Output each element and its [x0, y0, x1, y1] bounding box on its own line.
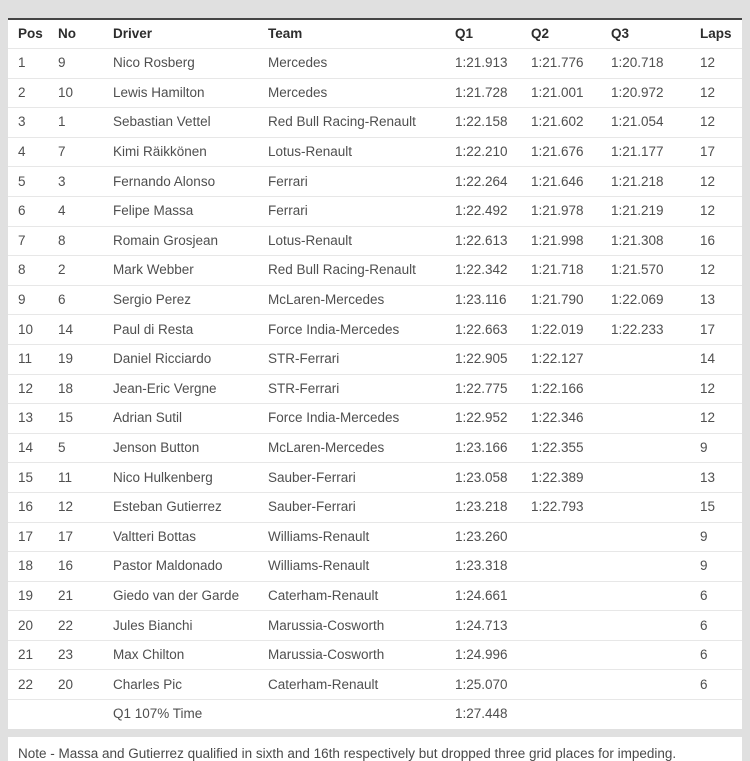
cell-driver: Fernando Alonso — [113, 173, 216, 189]
cell-laps: 12 — [700, 203, 716, 219]
table-row — [8, 49, 742, 79]
cell-laps: 12 — [700, 380, 716, 396]
cell-q2: 1:22.793 — [531, 499, 584, 515]
cell-q1: 1:22.264 — [455, 173, 508, 189]
cell-laps: 6 — [700, 676, 708, 692]
cell-q1: 1:22.613 — [455, 232, 508, 248]
column-header-q1: Q1 — [455, 26, 474, 41]
table-row — [8, 256, 742, 286]
cell-q2: 1:21.602 — [531, 114, 584, 130]
cell-q1: 1:24.661 — [455, 587, 508, 603]
cell-no: 7 — [58, 144, 66, 160]
cell-q3: 1:22.233 — [611, 321, 664, 337]
cell-q1: 1:22.905 — [455, 351, 508, 367]
column-header-driver: Driver — [113, 26, 153, 41]
cell-q3: 1:21.219 — [611, 203, 664, 219]
table-row — [8, 315, 742, 345]
cell-q2: 1:22.355 — [531, 440, 584, 456]
cell-laps: 12 — [700, 84, 716, 100]
cell-q3 — [601, 344, 690, 374]
footer-cell-team — [258, 700, 445, 729]
cell-q2: 1:22.019 — [531, 321, 584, 337]
cell-q3 — [601, 581, 690, 611]
cell-driver: Jules Bianchi — [113, 617, 193, 633]
cell-q3 — [601, 404, 690, 434]
footer-cell-q2 — [521, 700, 601, 729]
cell-laps: 12 — [700, 410, 716, 426]
cell-driver: Nico Hulkenberg — [113, 469, 213, 485]
cell-driver: Jenson Button — [113, 440, 200, 456]
cell-driver: Lewis Hamilton — [113, 84, 205, 100]
note-box — [8, 737, 742, 761]
cell-q2: 1:21.676 — [531, 144, 584, 160]
cell-team: Red Bull Racing-Renault — [268, 114, 416, 130]
cell-team: Sauber-Ferrari — [268, 469, 356, 485]
cell-laps: 16 — [700, 232, 716, 248]
cell-q3: 1:20.718 — [611, 55, 664, 71]
cell-team: Mercedes — [268, 55, 328, 71]
cell-driver: Valtteri Bottas — [113, 528, 197, 544]
cell-no: 8 — [58, 232, 66, 248]
cell-q1: 1:23.260 — [455, 528, 508, 544]
cell-laps: 12 — [700, 114, 716, 130]
cell-pos: 20 — [18, 617, 34, 633]
cell-laps: 12 — [700, 173, 716, 189]
note-text: Note - Massa and Gutierrez qualified in sixth and 16th respectively but dropped three grid places for impeding. — [18, 745, 677, 761]
table-row — [8, 344, 742, 374]
cell-q2: 1:21.001 — [531, 84, 584, 100]
cell-laps: 17 — [700, 321, 716, 337]
cell-driver: Max Chilton — [113, 647, 185, 663]
cell-q3 — [601, 670, 690, 700]
cell-team: Williams-Renault — [268, 528, 370, 544]
cell-q1: 1:23.218 — [455, 499, 508, 515]
cell-pos: 22 — [18, 676, 34, 692]
cell-no: 14 — [58, 321, 74, 337]
table-footer-row — [8, 700, 742, 729]
cell-no: 11 — [58, 469, 73, 485]
cell-q3 — [601, 374, 690, 404]
cell-pos: 5 — [18, 173, 26, 189]
cell-q3: 1:21.308 — [611, 232, 664, 248]
table-row — [8, 374, 742, 404]
cell-q1: 1:21.728 — [455, 84, 508, 100]
cell-no: 21 — [58, 587, 74, 603]
column-header-team: Team — [268, 26, 303, 41]
cell-pos: 18 — [18, 558, 34, 574]
cell-q2: 1:21.790 — [531, 292, 584, 308]
cell-q2: 1:22.166 — [531, 380, 584, 396]
cell-no: 9 — [58, 55, 66, 71]
cell-driver: Sebastian Vettel — [113, 114, 211, 130]
cell-driver: Nico Rosberg — [113, 55, 195, 71]
qualifying-results-table — [8, 18, 742, 729]
cell-laps: 9 — [700, 558, 708, 574]
cell-pos: 6 — [18, 203, 26, 219]
cell-no: 19 — [58, 351, 74, 367]
cell-team: Caterham-Renault — [268, 587, 379, 603]
cell-q1: 1:24.713 — [455, 617, 508, 633]
column-header-q2: Q2 — [531, 26, 550, 41]
cell-q1: 1:22.663 — [455, 321, 508, 337]
cell-q1: 1:23.058 — [455, 469, 508, 485]
cell-no: 12 — [58, 499, 74, 515]
cell-laps: 13 — [700, 292, 716, 308]
cell-q3: 1:21.054 — [611, 114, 664, 130]
cell-team: Force India-Mercedes — [268, 410, 400, 426]
cell-driver: Giedo van der Garde — [113, 587, 240, 603]
table-row — [8, 581, 742, 611]
cell-driver: Daniel Ricciardo — [113, 351, 212, 367]
cell-q2: 1:21.998 — [531, 232, 584, 248]
cell-team: McLaren-Mercedes — [268, 292, 385, 308]
cell-q1: 1:23.166 — [455, 440, 508, 456]
table-row — [8, 552, 742, 582]
cell-no: 5 — [58, 440, 66, 456]
cell-driver: Mark Webber — [113, 262, 194, 278]
column-header-q3: Q3 — [611, 26, 630, 41]
cell-pos: 11 — [18, 351, 33, 367]
cell-pos: 14 — [18, 440, 34, 456]
column-header-laps: Laps — [700, 26, 732, 41]
table-row — [8, 611, 742, 641]
cell-q3: 1:21.218 — [611, 173, 664, 189]
cell-q3: 1:20.972 — [611, 84, 664, 100]
cell-no: 18 — [58, 380, 74, 396]
cell-no: 17 — [58, 528, 74, 544]
cell-q3 — [601, 463, 690, 493]
cell-laps: 13 — [700, 469, 716, 485]
cell-team: Ferrari — [268, 203, 308, 219]
cell-laps: 6 — [700, 587, 708, 603]
cell-q2: 1:21.718 — [531, 262, 584, 278]
cell-team: Mercedes — [268, 84, 328, 100]
cell-q2 — [521, 552, 601, 582]
cell-no: 2 — [58, 262, 66, 278]
cell-pos: 21 — [18, 647, 34, 663]
cell-q1: 1:22.492 — [455, 203, 508, 219]
cell-team: McLaren-Mercedes — [268, 440, 385, 456]
cell-no: 23 — [58, 647, 74, 663]
table-row — [8, 137, 742, 167]
table-row — [8, 404, 742, 434]
cell-driver: Felipe Massa — [113, 203, 194, 219]
table-row — [8, 78, 742, 108]
cell-no: 16 — [58, 558, 74, 574]
cell-laps: 14 — [700, 351, 716, 367]
cell-pos: 10 — [18, 321, 34, 337]
cell-pos: 1 — [18, 55, 26, 71]
cell-q1: 1:22.342 — [455, 262, 508, 278]
cell-q1: 1:22.210 — [455, 144, 508, 160]
cell-no: 3 — [58, 173, 66, 189]
cell-q2 — [521, 640, 601, 670]
cell-team: Caterham-Renault — [268, 676, 379, 692]
cell-driver: Paul di Resta — [113, 321, 194, 337]
footer-cell-q1: 1:27.448 — [455, 706, 508, 722]
cell-laps: 9 — [700, 440, 708, 456]
cell-team: Lotus-Renault — [268, 144, 353, 160]
cell-team: Sauber-Ferrari — [268, 499, 356, 515]
table-row — [8, 433, 742, 463]
cell-driver: Adrian Sutil — [113, 410, 183, 426]
cell-pos: 17 — [18, 528, 34, 544]
cell-laps: 12 — [700, 262, 716, 278]
cell-team: Lotus-Renault — [268, 232, 353, 248]
cell-q1: 1:24.996 — [455, 647, 508, 663]
table-row — [8, 226, 742, 256]
cell-q3 — [601, 611, 690, 641]
cell-team: Williams-Renault — [268, 558, 370, 574]
footer-cell-pos — [8, 700, 48, 729]
cell-team: Red Bull Racing-Renault — [268, 262, 416, 278]
cell-q2: 1:21.646 — [531, 173, 584, 189]
cell-q1: 1:22.158 — [455, 114, 508, 130]
column-header-no: No — [58, 26, 76, 41]
cell-pos: 19 — [18, 587, 34, 603]
cell-driver: Jean-Eric Vergne — [113, 380, 217, 396]
cell-q3 — [601, 433, 690, 463]
cell-pos: 15 — [18, 469, 34, 485]
table-row — [8, 670, 742, 700]
cell-q2 — [521, 522, 601, 552]
cell-q2 — [521, 670, 601, 700]
cell-q1: 1:21.913 — [455, 55, 508, 71]
table-header-row — [8, 19, 742, 49]
cell-pos: 12 — [18, 380, 34, 396]
cell-no: 4 — [58, 203, 66, 219]
cell-q1: 1:22.952 — [455, 410, 508, 426]
cell-laps: 12 — [700, 55, 716, 71]
footer-cell-label: Q1 107% Time — [113, 706, 203, 722]
cell-laps: 17 — [700, 144, 716, 160]
cell-pos: 9 — [18, 292, 26, 308]
table-body — [8, 49, 742, 700]
table-row — [8, 463, 742, 493]
column-header-pos: Pos — [18, 26, 43, 41]
cell-laps: 9 — [700, 528, 708, 544]
cell-q1: 1:25.070 — [455, 676, 508, 692]
cell-driver: Romain Grosjean — [113, 232, 219, 248]
cell-no: 6 — [58, 292, 66, 308]
cell-pos: 13 — [18, 410, 34, 426]
cell-q2 — [521, 581, 601, 611]
footer-cell-no — [48, 700, 103, 729]
cell-q2: 1:22.346 — [531, 410, 584, 426]
cell-q2: 1:22.127 — [531, 351, 584, 367]
table-row — [8, 285, 742, 315]
cell-laps: 6 — [700, 617, 708, 633]
cell-pos: 4 — [18, 144, 26, 160]
cell-q3: 1:22.069 — [611, 292, 664, 308]
cell-no: 22 — [58, 617, 74, 633]
cell-q3: 1:21.570 — [611, 262, 664, 278]
cell-q3: 1:21.177 — [611, 144, 664, 160]
cell-pos: 16 — [18, 499, 34, 515]
cell-q2: 1:21.776 — [531, 55, 584, 71]
cell-driver: Pastor Maldonado — [113, 558, 223, 574]
cell-team: Ferrari — [268, 173, 308, 189]
cell-no: 1 — [58, 114, 66, 130]
cell-no: 10 — [58, 84, 74, 100]
table-row — [8, 492, 742, 522]
cell-team: Force India-Mercedes — [268, 321, 400, 337]
cell-q2: 1:21.978 — [531, 203, 584, 219]
cell-pos: 3 — [18, 114, 26, 130]
cell-team: STR-Ferrari — [268, 380, 340, 396]
cell-no: 20 — [58, 676, 74, 692]
cell-q1: 1:23.116 — [455, 292, 507, 308]
cell-driver: Charles Pic — [113, 676, 183, 692]
cell-driver: Sergio Perez — [113, 292, 192, 308]
table-row — [8, 167, 742, 197]
cell-team: STR-Ferrari — [268, 351, 340, 367]
cell-q1: 1:23.318 — [455, 558, 508, 574]
cell-q1: 1:22.775 — [455, 380, 508, 396]
table-row — [8, 640, 742, 670]
cell-laps: 15 — [700, 499, 716, 515]
cell-q3 — [601, 522, 690, 552]
cell-driver: Esteban Gutierrez — [113, 499, 222, 515]
cell-driver: Kimi Räikkönen — [113, 144, 207, 160]
cell-pos: 7 — [18, 232, 26, 248]
cell-q3 — [601, 492, 690, 522]
cell-pos: 8 — [18, 262, 26, 278]
table-row — [8, 108, 742, 138]
cell-q3 — [601, 640, 690, 670]
table-row — [8, 522, 742, 552]
cell-q3 — [601, 552, 690, 582]
cell-no: 15 — [58, 410, 74, 426]
footer-cell-laps — [690, 700, 742, 729]
cell-pos: 2 — [18, 84, 26, 100]
cell-laps: 6 — [700, 647, 708, 663]
cell-team: Marussia-Cosworth — [268, 647, 385, 663]
footer-cell-q3 — [601, 700, 690, 729]
table-row — [8, 196, 742, 226]
cell-team: Marussia-Cosworth — [268, 617, 385, 633]
cell-q2: 1:22.389 — [531, 469, 584, 485]
cell-q2 — [521, 611, 601, 641]
